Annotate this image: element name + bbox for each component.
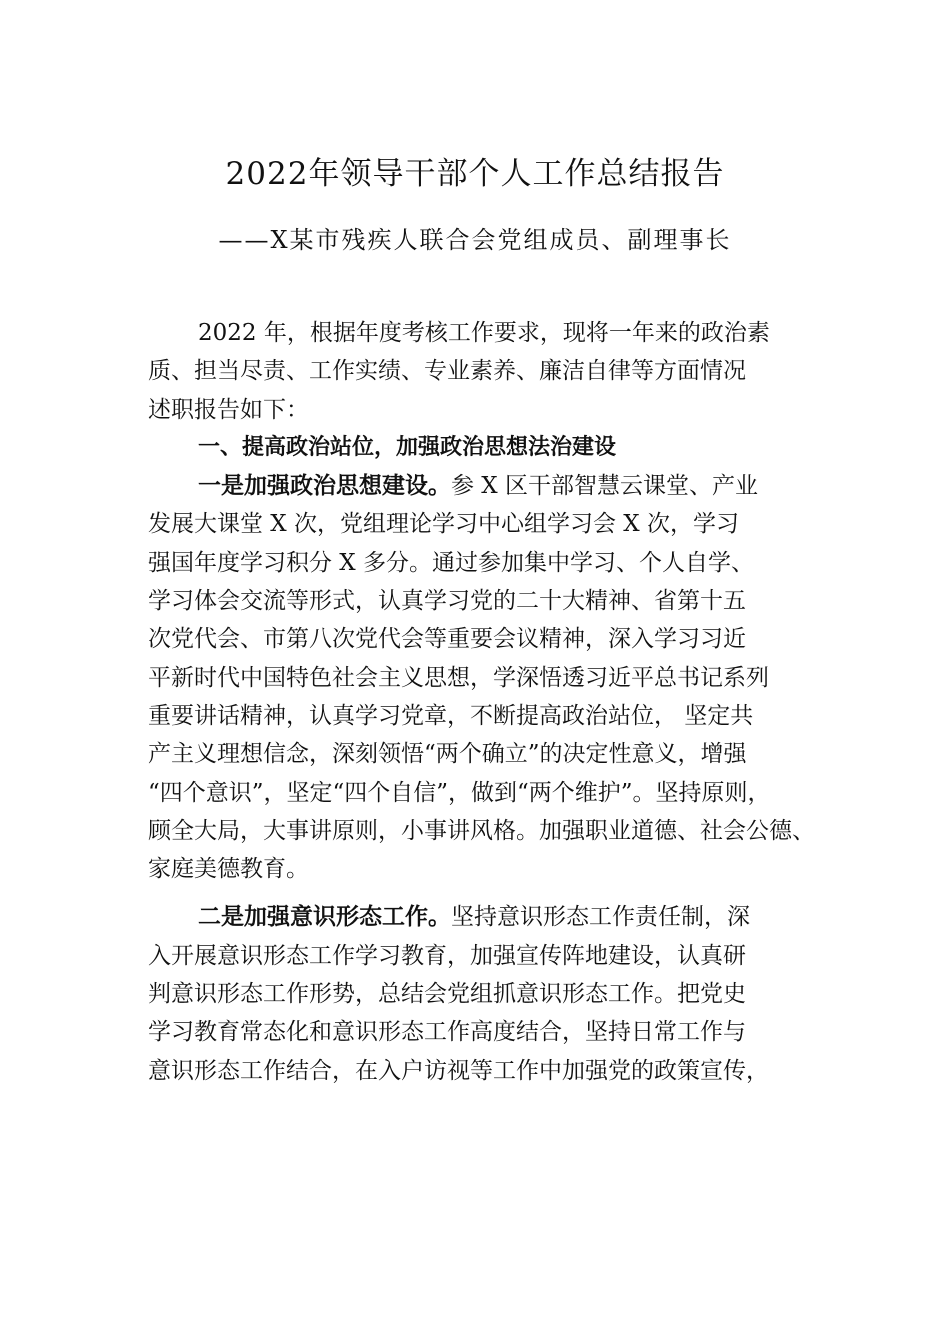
document-subtitle: ——X某市残疾人联合会党组成员、副理事长 (218, 226, 732, 254)
intro-paragraph (148, 314, 838, 429)
paragraph-line: 产主义理想信念，深刻领悟“两个确立”的决定性意义，增强 (148, 741, 747, 768)
paragraph-line: 学习教育常态化和意识形态工作高度结合，坚持日常工作与 (148, 1019, 746, 1046)
paragraph-line: 判意识形态工作形势，总结会党组抓意识形态工作。把党史 (148, 981, 746, 1008)
paragraph-text: 参 X 区干部智慧云课堂、产业 (451, 473, 758, 500)
document-title: 2022年领导干部个人工作总结报告 (225, 156, 725, 192)
intro-line: 质、担当尽责、工作实绩、专业素养、廉洁自律等方面情况 (148, 358, 746, 385)
paragraph-spacer (148, 888, 838, 898)
paragraph-line: 意识形态工作结合，在入户访视等工作中加强党的政策宣传， (148, 1057, 769, 1084)
document-body (148, 314, 838, 1090)
paragraph-ideology (148, 898, 838, 1089)
paragraph-line: 家庭美德教育。 (148, 856, 309, 883)
section-heading-1: 一、提高政治站位，加强政治思想法治建设 (198, 434, 617, 460)
paragraph-line: “四个意识”，坚定“四个自信”，做到“两个维护”。坚持原则， (148, 779, 771, 806)
paragraph-first-line (148, 467, 838, 505)
paragraph-line: 次党代会、市第八次党代会等重要会议精神，深入学习习近 (148, 626, 746, 653)
paragraph-first-line (148, 898, 838, 936)
paragraph-line: 入开展意识形态工作学习教育，加强宣传阵地建设，认真研 (148, 942, 746, 969)
intro-line: 2022 年，根据年度考核工作要求，现将一年来的政治素 (198, 320, 770, 346)
paragraph-line: 重要讲话精神，认真学习党章，不断提高政治站位， 坚定共 (148, 702, 754, 729)
paragraph-lead: 二是加强意识形态工作。 (198, 904, 451, 931)
paragraph-lead: 一是加强政治思想建设。 (198, 473, 451, 500)
paragraph-line: 强国年度学习积分 X 多分。通过参加集中学习、个人自学、 (148, 549, 754, 576)
paragraph-political-thought (148, 467, 838, 888)
paragraph-line: 平新时代中国特色社会主义思想，学深悟透习近平总书记系列 (148, 664, 769, 691)
paragraph-line: 学习体会交流等形式，认真学习党的二十大精神、省第十五 (148, 588, 746, 615)
intro-line: 述职报告如下： (148, 396, 309, 423)
paragraph-line: 顾全大局，大事讲原则，小事讲风格。加强职业道德、社会公德、 (148, 817, 815, 844)
paragraph-text: 坚持意识形态工作责任制，深 (451, 904, 750, 931)
paragraph-line: 发展大课堂 X 次，党组理论学习中心组学习会 X 次，学习 (148, 511, 739, 538)
